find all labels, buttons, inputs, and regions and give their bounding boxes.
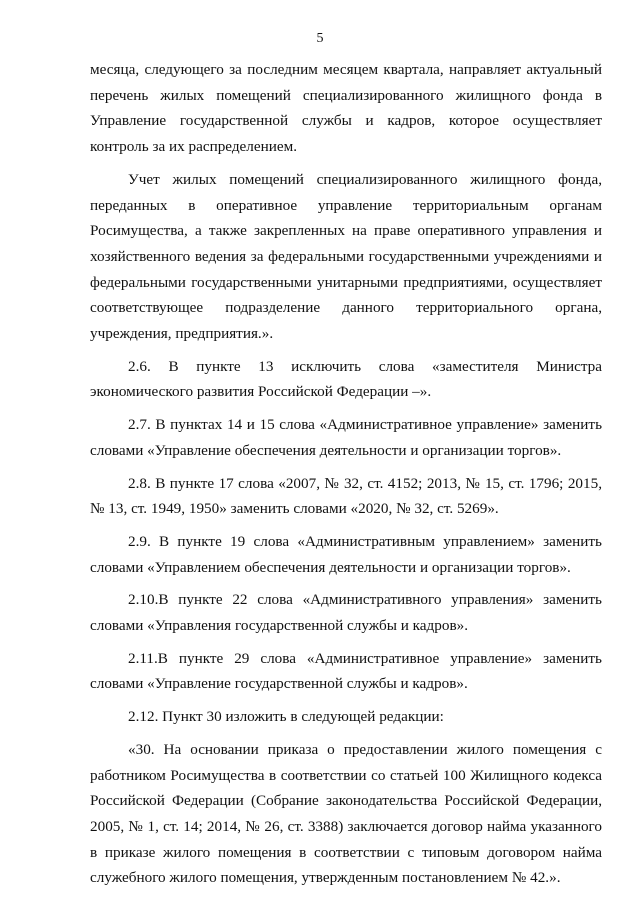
paragraph-2-7: 2.7. В пунктах 14 и 15 слова «Административное управление» заменить словами «Управление обеспечения деятельности и организации торгов». xyxy=(90,416,602,459)
paragraph-2-8: 2.8. В пункте 17 слова «2007, № 32, ст. 4152; 2013, № 15, ст. 1796; 2015, № 13, ст. 1949, 1950» заменить словами «2020, № 32, ст. 5269». xyxy=(90,474,602,518)
paragraph-continuation: месяца, следующего за последним месяцем квартала, направляет актуальный перечень жилых помещений специализированного жилищного фонда в Управление государственной службы и кадров, которое осуществляет контроль за их распределением. xyxy=(90,61,602,156)
paragraph-2-12: 2.12. Пункт 30 изложить в следующей редакции: xyxy=(128,708,444,726)
paragraph-2-6: 2.6. В пункте 13 исключить слова «заместителя Министра экономического развития Российской Федерации –». xyxy=(90,357,602,401)
paragraph-2-9: 2.9. В пункте 19 слова «Административным управлением» заменить словами «Управлением обеспечения деятельности и организации торгов». xyxy=(90,532,602,576)
paragraph-2-11: 2.11.В пункте 29 слова «Административное управление» заменить словами «Управление государственной службы и кадров». xyxy=(90,649,602,693)
document-body xyxy=(90,57,602,891)
page-number: 5 xyxy=(316,31,324,46)
paragraph-2-10: 2.10.В пункте 22 слова «Административного управления» заменить словами «Управления государственной службы и кадров». xyxy=(90,591,602,635)
paragraph-30: «30. На основании приказа о предоставлении жилого помещения с работником Росимущества в соответствии со статьей 100 Жилищного кодекса Российской Федерации (Собрание законодательства Российской Федерации, 2005, № 1, ст. 14; 2014, № 26, ст. 3388) заключается договор найма указанного в приказе жилого помещения в соответствии с типовым договором найма служебного жилого помещения, утвержденным постановлением № 42.». xyxy=(90,740,602,887)
paragraph-accounting: Учет жилых помещений специализированного жилищного фонда, переданных в оперативное управление территориальным органам Росимущества, а также закрепленных на праве оперативного управления и хозяйственного ведения за федеральными государственными учреждениями и федеральными государственными унитарными предприятиями, осуществляет соответствующее подразделение данного территориального органа, учреждения, предприятия.». xyxy=(90,170,602,343)
